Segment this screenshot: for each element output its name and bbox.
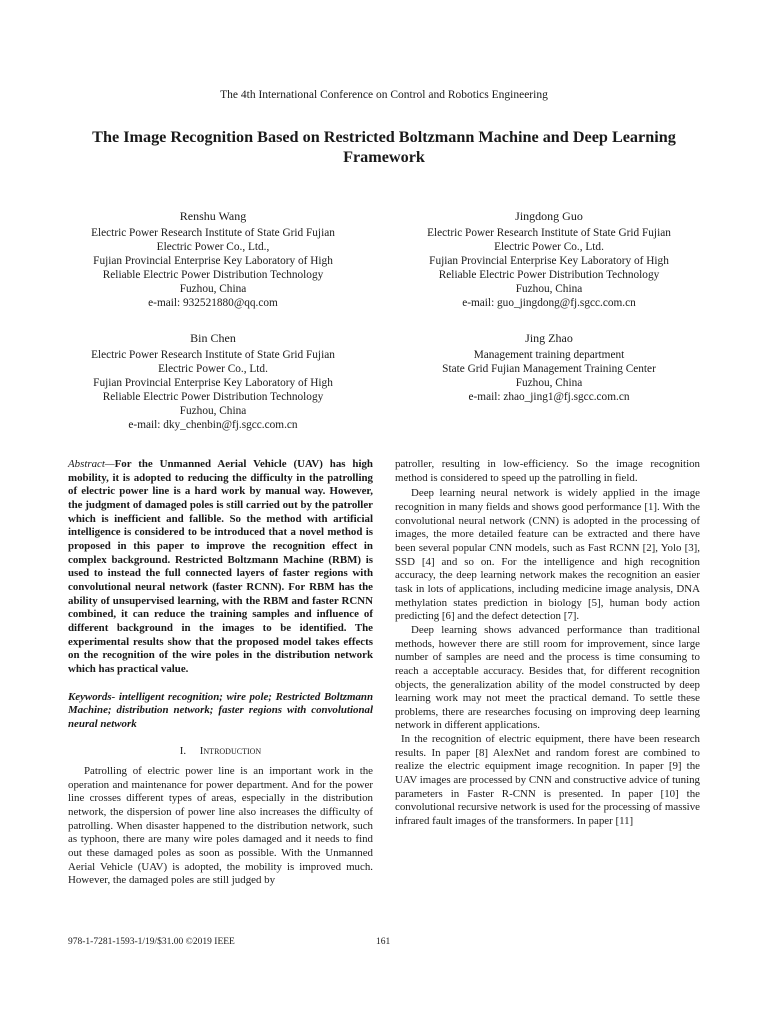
author-affiliation-line: Fujian Provincial Enterprise Key Laboratory of High [93,255,333,267]
author-name: Jingdong Guo [515,209,583,223]
author-block [389,209,709,310]
author-affiliation-line: Electric Power Research Institute of State Grid Fujian [427,227,671,239]
paragraph: Deep learning shows advanced performance than traditional methods, however there are still room for improvement, since large number of samples are need and the process is time consuming to reach a acceptable accuracy. Besides that, for different recognition objects, the generalization ability of the model constructed by deep learning work may not meet the practical demand. To settle these problems, there are researches focusing on improving deep learning network in different applications. [395,623,700,732]
author-affiliation-line: Electric Power Co., Ltd. [494,241,604,253]
author-affiliation-line: Reliable Electric Power Distribution Technology [102,391,324,403]
author-email: e-mail: guo_jingdong@fj.sgcc.com.cn [462,297,636,309]
author-name: Renshu Wang [179,209,247,223]
abstract [68,458,373,677]
author-affiliation-line: Fujian Provincial Enterprise Key Laboratory of High [93,377,333,389]
author-block [389,331,709,404]
abstract-body: For the Unmanned Aerial Vehicle (UAV) has high mobility, it is adopted to reducing the difficulty in the patrolling of electric power line is a hard work by manual way. However, the judgment of damaged poles is still carried out by the patroller which is inefficient and fallible. So the method with artificial intelligence is considered to be introduced that a novel method is proposed in this paper to improve the recognition effect in complex background. Restricted Boltzmann Machine (RBM) is used to instead the full connected layers of faster regions with convolutional neural network (faster RCNN). For RBM has the ability of unsupervised learning, with the RBM and faster RCNN combined, it can reduce the training samples and influence of different background in the images to be identified. The experimental results show that the proposed model takes effects on the recognition of the wire poles in the distribution network which has practical value. [68,458,373,675]
author-email: e-mail: 932521880@qq.com [148,297,278,309]
conference-header: The 4th International Conference on Control and Robotics Engineering [220,89,548,101]
abstract-lead: Abstract— [68,458,115,470]
author-affiliation-line: Fuzhou, China [179,405,247,417]
author-affiliation-line: State Grid Fujian Management Training Center [442,363,656,375]
paragraph: Patrolling of electric power line is an important work in the operation and maintenance for power department. And for the power line crosses different types of areas, especially in the distribution network, the dispersion of power line also increases the difficulty of patrolling. When disaster happened to the distribution network, such as typhoon, there are many wire poles damaged and it needs to find out these damaged poles as soon as possible. With the Unmanned Aerial Vehicle (UAV) is adopted, the mobility is improved much. However, the damaged poles are still judged by [68,765,373,887]
author-email: e-mail: zhao_jing1@fj.sgcc.com.cn [468,391,630,403]
author-name: Bin Chen [190,331,236,345]
paragraph: patroller, resulting in low-efficiency. So the image recognition method is considered to speed up the patrolling in field. [395,458,700,484]
author-affiliation-line: Fuzhou, China [515,283,583,295]
author-affiliation-line: Reliable Electric Power Distribution Technology [438,269,660,281]
author-email: e-mail: dky_chenbin@fj.sgcc.com.cn [128,419,298,431]
author-affiliation-line: Electric Power Research Institute of State Grid Fujian [91,227,335,239]
author-affiliation-line: Fujian Provincial Enterprise Key Laboratory of High [429,255,669,267]
author-block [53,331,373,432]
author-affiliation-line: Reliable Electric Power Distribution Technology [102,269,324,281]
right-column [395,458,700,829]
author-affiliation-line: Electric Power Co., Ltd. [158,363,268,375]
author-affiliation-line: Electric Power Co., Ltd., [156,241,270,253]
keywords: Keywords- intelligent recognition; wire pole; Restricted Boltzmann Machine; distribution network; faster regions with convolutional neural network [68,690,373,730]
author-affiliation-line: Fuzhou, China [179,283,247,295]
footer-isbn: 978-1-7281-1593-1/19/$31.00 ©2019 IEEE [68,937,235,947]
paragraph: In the recognition of electric equipment, there have been research results. In paper [8] AlexNet and random forest are combined to realize the electric equipment image recognition. In paper [9] the UAV images are processed by CNN and constructive advice of tuning parameters in Faster R-CNN is presented. In paper [10] the convolutional recursive network is used for the processing of massive infrared fault images of the transformers. In paper [11] [395,733,700,828]
author-affiliation-line: Fuzhou, China [515,377,583,389]
author-name: Jing Zhao [525,331,573,345]
paragraph: Deep learning neural network is widely applied in the image recognition in many fields and shows good performance [1]. With the convolutional neural network (CNN) is adopted in the processing of images, the more detailed feature can be extracted and there have been several popular CNN models, such as Fast RCNN [2], Yolo [3], SSD [4] and so on. For the intelligence and high recognition accuracy, the deep learning network makes the recognition an easier task in lots of applications, including medicine image analysis, DNA methylation states prediction in biology [5], human body action predicting [6] and the defect detection [7]. [395,487,700,623]
author-block [53,209,373,310]
section-number: I. [179,745,187,758]
page-number: 161 [376,937,391,947]
paper-title: The Image Recognition Based on Restricted Boltzmann Machine and Deep Learning Framework [92,128,676,166]
section-heading [68,745,373,759]
section-title: Introduction [199,745,262,758]
author-affiliation-line: Electric Power Research Institute of State Grid Fujian [91,349,335,361]
left-column [68,458,373,888]
author-affiliation-line: Management training department [473,349,625,361]
